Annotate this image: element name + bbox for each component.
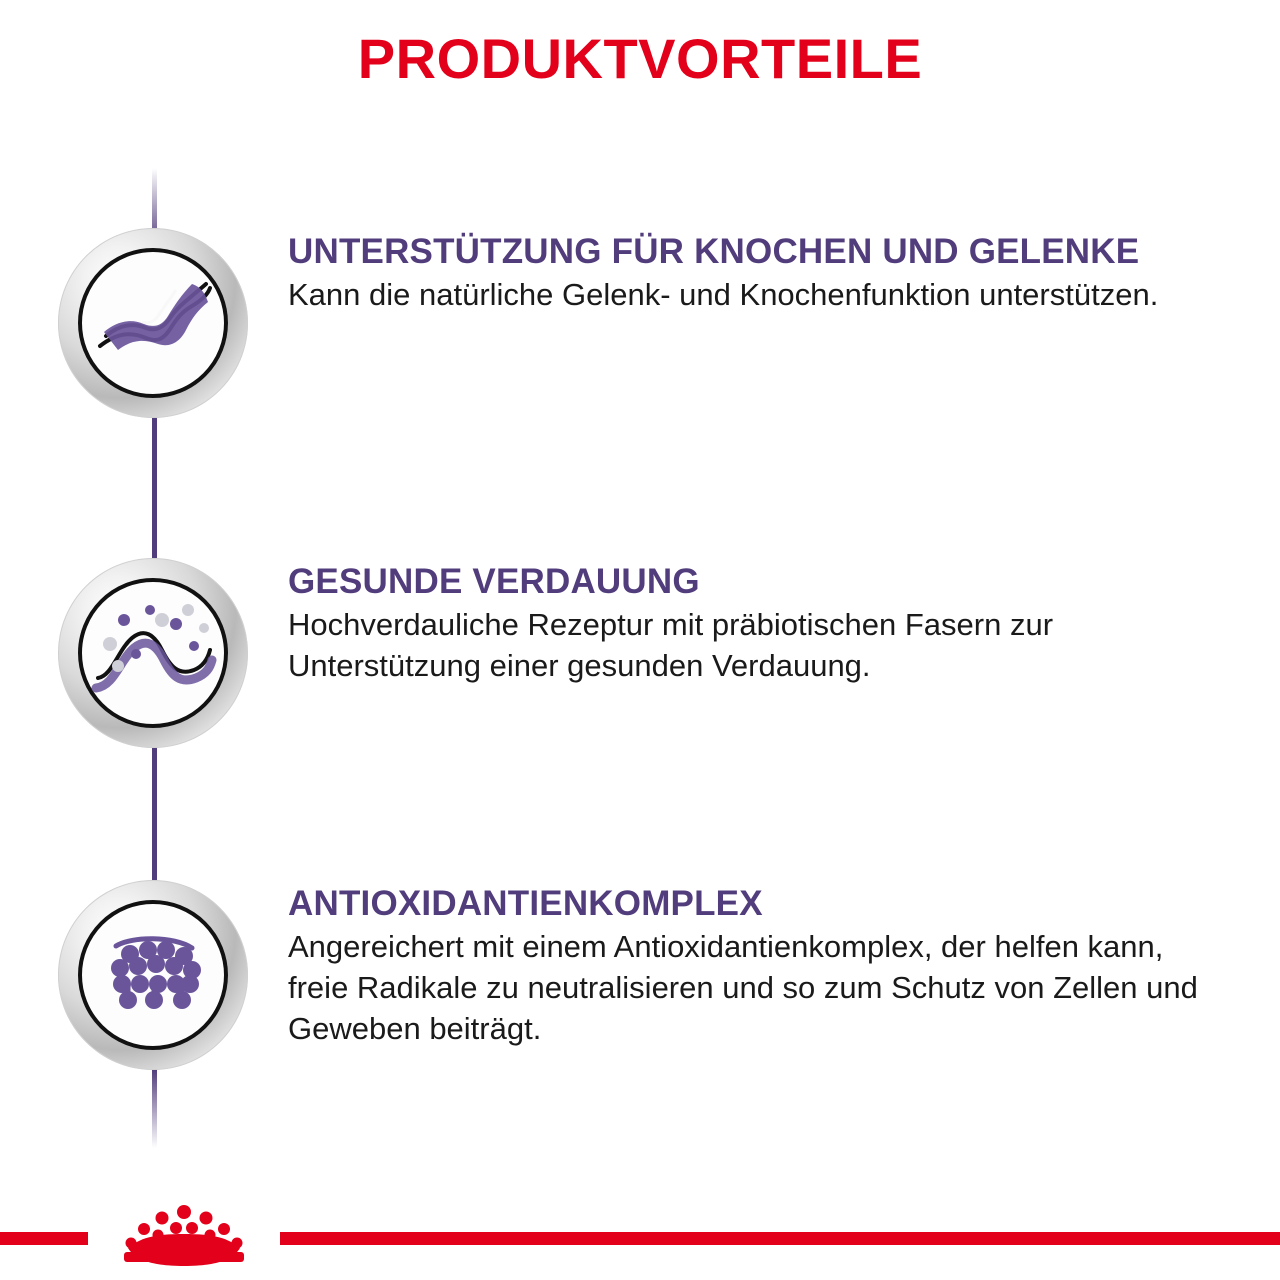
- antioxidant-complex-glyph: [58, 880, 248, 1070]
- benefit-heading: UNTERSTÜTZUNG FÜR KNOCHEN UND GELENKE: [288, 232, 1140, 271]
- benefit-item-bone-joint: [58, 228, 1218, 418]
- benefit-heading: GESUNDE VERDAUUNG: [288, 562, 700, 601]
- benefit-description: Kann die natürliche Gelenk- und Knochenfunktion unterstützen.: [288, 277, 1159, 313]
- benefit-description: Hochverdauliche Rezeptur mit präbiotischen Fasern zur Unterstützung einer gesunden Verdauung.: [288, 607, 1054, 684]
- digestive-health-icon: [58, 558, 248, 748]
- benefit-item-antioxidant-complex: [58, 880, 1218, 1070]
- benefit-text-block: [288, 558, 1218, 687]
- benefit-description: Angereichert mit einem Antioxidantienkomplex, der helfen kann, freie Radikale zu neutralisieren und so zum Schutz von Zellen und Geweben beiträgt.: [288, 929, 1198, 1046]
- benefit-text-block: [288, 880, 1218, 1050]
- benefit-text-block: [288, 228, 1158, 316]
- benefit-heading: ANTIOXIDANTIENKOMPLEX: [288, 884, 763, 923]
- digestive-health-glyph: [58, 558, 248, 748]
- bone-joint-glyph: [58, 228, 248, 418]
- royal-canin-crown-logo: [88, 1198, 280, 1280]
- footer-bar-left: [0, 1232, 88, 1245]
- bone-joint-icon: [58, 228, 248, 418]
- footer: [0, 1198, 1280, 1280]
- benefit-item-digestive-health: [58, 558, 1218, 748]
- footer-bar-right: [280, 1232, 1280, 1245]
- page-title: PRODUKTVORTEILE: [357, 27, 923, 90]
- antioxidant-complex-icon: [58, 880, 248, 1070]
